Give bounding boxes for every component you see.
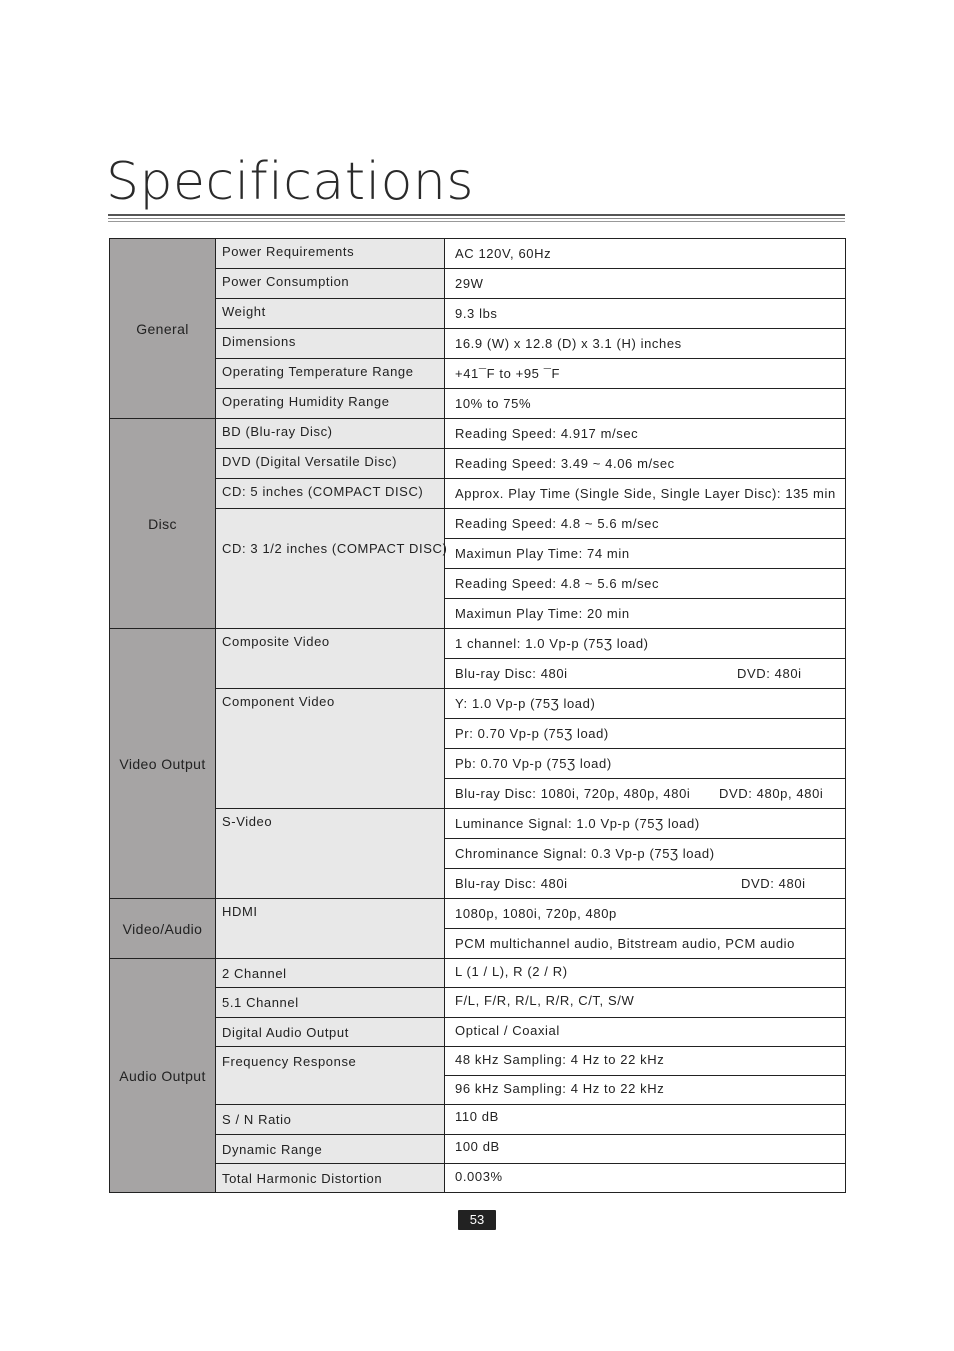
table-row — [110, 479, 846, 509]
value-cell: Reading Speed: 4.8 ~ 5.6 m/sec — [445, 509, 846, 539]
param-cell: CD: 5 inches (COMPACT DISC) — [216, 479, 445, 509]
title-rule — [108, 218, 845, 219]
value-cell: 29W — [445, 269, 846, 299]
value-cell: Luminance Signal: 1.0 Vp-p (75Ʒ load) — [445, 809, 846, 839]
value-cell: 9.3 lbs — [445, 299, 846, 329]
group-disc: Disc — [110, 419, 216, 629]
table-row — [110, 1046, 846, 1075]
param-cell: DVD (Digital Versatile Disc) — [216, 449, 445, 479]
value-cell: +41¯F to +95 ¯F — [445, 359, 846, 389]
value-cell: AC 120V, 60Hz — [445, 239, 846, 269]
page-title: Specifications — [106, 152, 474, 212]
param-cell: HDMI — [216, 899, 445, 959]
value-cell: PCM multichannel audio, Bitstream audio, PCM audio — [445, 929, 846, 959]
table-row — [110, 329, 846, 359]
value-cell: 100 dB — [445, 1134, 846, 1163]
value-cell: 16.9 (W) x 12.8 (D) x 3.1 (H) inches — [445, 329, 846, 359]
value-cell: L (1 / L), R (2 / R) — [445, 959, 846, 988]
param-cell: Power Consumption — [216, 269, 445, 299]
table-row — [110, 269, 846, 299]
param-cell: Operating Humidity Range — [216, 389, 445, 419]
value-cell: Optical / Coaxial — [445, 1017, 846, 1046]
param-cell: Frequency Response — [216, 1046, 445, 1105]
table-row — [110, 299, 846, 329]
group-video-audio: Video/Audio — [110, 899, 216, 959]
title-rule — [108, 221, 845, 222]
value-cell: 1 channel: 1.0 Vp-p (75Ʒ load) — [445, 629, 846, 659]
param-cell: CD: 3 1/2 inches (COMPACT DISC) — [216, 509, 445, 629]
value-dvd: DVD: 480i — [741, 876, 806, 891]
value-cell — [445, 659, 846, 689]
table-row — [110, 959, 846, 988]
table-row — [110, 239, 846, 269]
param-cell: Operating Temperature Range — [216, 359, 445, 389]
param-cell: Composite Video — [216, 629, 445, 689]
param-cell: Weight — [216, 299, 445, 329]
table-row — [110, 509, 846, 539]
table-row — [110, 419, 846, 449]
value-cell: Reading Speed: 4.8 ~ 5.6 m/sec — [445, 569, 846, 599]
table-row — [110, 449, 846, 479]
param-cell: Total Harmonic Distortion — [216, 1164, 445, 1193]
param-cell: S-Video — [216, 809, 445, 899]
value-cell: 48 kHz Sampling: 4 Hz to 22 kHz — [445, 1046, 846, 1075]
value-bluray: Blu-ray Disc: 1080i, 720p, 480p, 480i — [455, 786, 691, 801]
table-row — [110, 1105, 846, 1134]
value-dvd: DVD: 480p, 480i — [719, 786, 824, 801]
value-cell: Y: 1.0 Vp-p (75Ʒ load) — [445, 689, 846, 719]
table-row — [110, 359, 846, 389]
param-cell: 5.1 Channel — [216, 988, 445, 1017]
table-row — [110, 1017, 846, 1046]
param-cell: BD (Blu-ray Disc) — [216, 419, 445, 449]
value-cell: 0.003% — [445, 1164, 846, 1193]
value-dvd: DVD: 480i — [737, 666, 802, 681]
value-cell: 96 kHz Sampling: 4 Hz to 22 kHz — [445, 1076, 846, 1105]
value-cell: Chrominance Signal: 0.3 Vp-p (75Ʒ load) — [445, 839, 846, 869]
table-row — [110, 899, 846, 929]
value-cell: F/L, F/R, R/L, R/R, C/T, S/W — [445, 988, 846, 1017]
group-general: General — [110, 239, 216, 419]
title-rule — [108, 214, 845, 216]
specifications-table — [109, 238, 846, 1193]
value-cell: Approx. Play Time (Single Side, Single Layer Disc): 135 min — [445, 479, 846, 509]
value-bluray: Blu-ray Disc: 480i — [455, 876, 568, 891]
table-row — [110, 689, 846, 719]
value-cell — [445, 869, 846, 899]
table-row — [110, 629, 846, 659]
param-cell: S / N Ratio — [216, 1105, 445, 1134]
group-audio-output: Audio Output — [110, 959, 216, 1193]
page-number: 53 — [458, 1210, 496, 1230]
param-cell: Dynamic Range — [216, 1134, 445, 1163]
value-cell — [445, 779, 846, 809]
value-bluray: Blu-ray Disc: 480i — [455, 666, 568, 681]
table-row — [110, 1164, 846, 1193]
param-cell: Power Requirements — [216, 239, 445, 269]
value-cell: 1080p, 1080i, 720p, 480p — [445, 899, 846, 929]
value-cell: Reading Speed: 4.917 m/sec — [445, 419, 846, 449]
value-cell: Maximun Play Time: 74 min — [445, 539, 846, 569]
group-video-output: Video Output — [110, 629, 216, 899]
value-cell: 110 dB — [445, 1105, 846, 1134]
table-row — [110, 988, 846, 1017]
value-cell: Pb: 0.70 Vp-p (75Ʒ load) — [445, 749, 846, 779]
param-cell: Dimensions — [216, 329, 445, 359]
param-cell: Digital Audio Output — [216, 1017, 445, 1046]
value-cell: Pr: 0.70 Vp-p (75Ʒ load) — [445, 719, 846, 749]
value-cell: Reading Speed: 3.49 ~ 4.06 m/sec — [445, 449, 846, 479]
table-row — [110, 809, 846, 839]
value-cell: Maximun Play Time: 20 min — [445, 599, 846, 629]
param-cell: Component Video — [216, 689, 445, 809]
table-row — [110, 389, 846, 419]
param-cell: 2 Channel — [216, 959, 445, 988]
table-row — [110, 1134, 846, 1163]
value-cell: 10% to 75% — [445, 389, 846, 419]
